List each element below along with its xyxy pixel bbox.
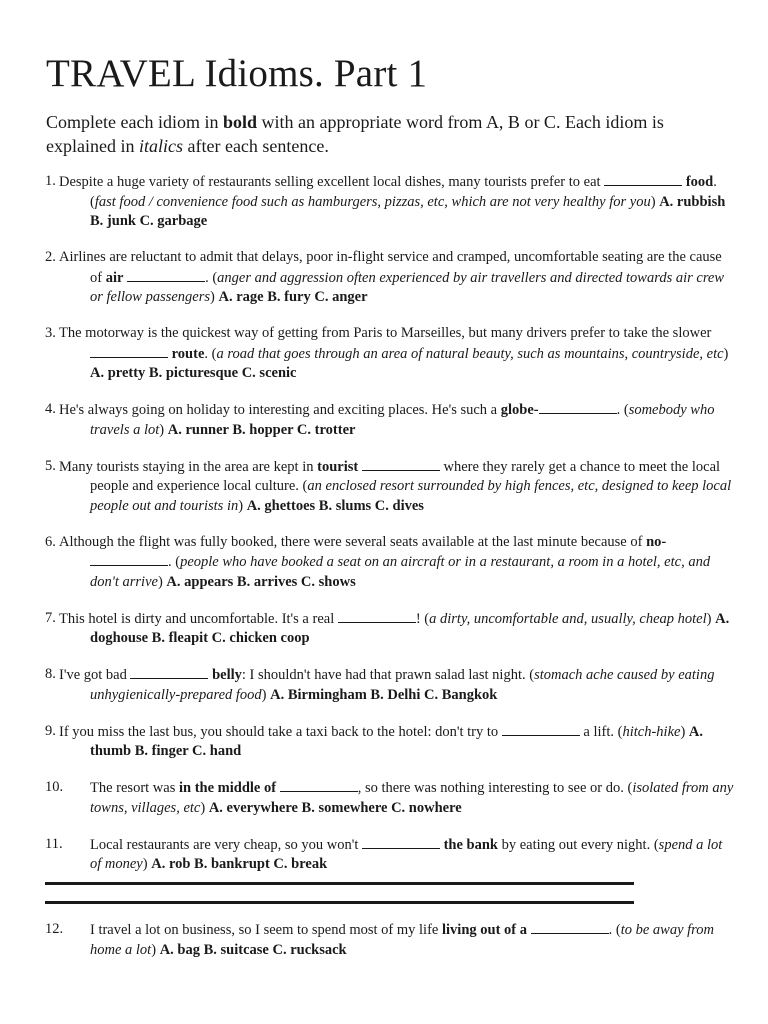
exercise-item-12 xyxy=(45,920,735,960)
item-text: Local restaurants are very cheap, so you won't xyxy=(90,836,362,853)
item-text: The motorway is the quickest way of getting from Paris to Marseilles, but many drivers prefer to take the slower xyxy=(59,325,712,341)
idiom-word: tourist xyxy=(317,458,359,475)
idiom-word: living out of a xyxy=(441,922,527,938)
idiom-explanation: spend a lot of money xyxy=(90,836,723,872)
answer-blank[interactable] xyxy=(127,268,205,282)
item-text: ! ( xyxy=(415,610,430,627)
item-text: ) xyxy=(210,289,219,305)
exercise-item-1 xyxy=(45,172,735,232)
item-number: 10. xyxy=(45,779,64,795)
item-text: where they rarely get a chance to meet the local people and experience local culture. ( xyxy=(90,458,721,494)
exercise-list xyxy=(45,172,735,891)
answer-blank[interactable] xyxy=(338,609,416,623)
exercise-item-7 xyxy=(45,609,735,649)
page-title: TRAVEL Idioms. Part 1 xyxy=(46,52,428,95)
answer-options: A. runner B. hopper C. trotter xyxy=(167,421,356,438)
item-number: 3. xyxy=(45,325,56,341)
answer-options: A. thumb B. finger C. hand xyxy=(90,723,704,759)
exercise-item-11 xyxy=(45,835,735,875)
exercise-item-2 xyxy=(45,248,735,308)
instructions xyxy=(46,110,736,158)
idiom-explanation: hitch-hike xyxy=(622,723,681,740)
instructions-bold-word: bold xyxy=(222,112,257,132)
item-text: ) xyxy=(151,941,160,958)
horizontal-divider xyxy=(45,901,634,904)
instructions-text: Complete each idiom in xyxy=(46,112,223,132)
answer-blank[interactable] xyxy=(362,835,440,849)
answer-blank[interactable] xyxy=(362,457,440,471)
item-text: I travel a lot on business, so I seem to spend most of my life xyxy=(90,922,442,938)
item-text: ) xyxy=(142,856,152,872)
item-text: . ( xyxy=(608,922,621,938)
answer-options: A. bag B. suitcase C. rucksack xyxy=(159,941,347,958)
answer-blank[interactable] xyxy=(604,172,682,186)
item-text: The resort was xyxy=(90,780,179,796)
idiom-explanation: a dirty, uncomfortable and, usually, cheap hotel xyxy=(429,610,707,627)
instructions-text: with an appropriate word from A, B or C. Each idiom is explained in xyxy=(46,112,664,156)
answer-options: A. everywhere B. somewhere C. nowhere xyxy=(208,799,462,816)
item-number: 12. xyxy=(45,921,64,937)
answer-options: A. appears B. arrives C. shows xyxy=(166,573,356,590)
item-text: ) xyxy=(723,345,729,362)
item-text: ) xyxy=(706,610,716,627)
answer-blank[interactable] xyxy=(90,344,168,358)
item-text: ) xyxy=(200,799,209,816)
item-text: ) xyxy=(650,193,660,210)
item-text: Airlines are reluctant to admit that delays, poor in-flight service and cramped, uncomfortable seating are the cause of xyxy=(59,249,722,286)
idiom-explanation: a road that goes through an area of natural beauty, such as mountains, countryside, etc xyxy=(216,345,724,362)
answer-options: A. rob B. bankrupt C. break xyxy=(151,856,328,872)
answer-blank[interactable] xyxy=(539,400,617,414)
answer-options: A. rage B. fury C. anger xyxy=(218,289,368,305)
exercise-item-10 xyxy=(45,778,735,818)
item-text: . ( xyxy=(616,402,629,418)
answer-blank[interactable] xyxy=(280,778,358,792)
idiom-explanation: isolated from any towns, villages, etc xyxy=(90,780,734,816)
answer-blank[interactable] xyxy=(130,665,208,679)
exercise-list-continued xyxy=(45,920,735,977)
idiom-explanation: somebody who travels a lot xyxy=(90,402,715,438)
item-number: 11. xyxy=(45,835,63,852)
item-text: . ( xyxy=(205,269,218,286)
item-text: . ( xyxy=(168,554,181,570)
item-number: 4. xyxy=(45,401,56,417)
item-number: 7. xyxy=(45,609,56,626)
item-text: I've got bad xyxy=(59,667,131,683)
item-text: Many tourists staying in the area are kept in xyxy=(59,458,318,475)
idiom-word: in the middle of xyxy=(178,780,277,796)
exercise-item-9 xyxy=(45,722,735,762)
item-text: ) xyxy=(261,686,271,703)
answer-options: A. Birmingham B. Delhi C. Bangkok xyxy=(270,686,498,703)
item-text: This hotel is dirty and uncomfortable. It's a real xyxy=(59,610,338,627)
item-number: 2. xyxy=(45,249,56,265)
item-text: If you miss the last bus, you should take a taxi back to the hotel: don't try to xyxy=(59,723,502,740)
item-number: 9. xyxy=(45,722,56,739)
item-text: ) xyxy=(680,723,689,740)
idiom-word: air xyxy=(105,269,124,286)
answer-options: A. doghouse B. fleapit C. chicken coop xyxy=(90,610,730,646)
answer-options: A. ghettoes B. slums C. dives xyxy=(246,497,424,514)
item-text: ) xyxy=(157,573,167,590)
idiom-explanation: anger and aggression often experienced by air travellers and directed towards air crew or fellow passengers xyxy=(90,269,725,305)
exercise-item-6 xyxy=(45,533,735,593)
idiom-word: food xyxy=(685,174,714,190)
answer-options: A. pretty B. picturesque C. scenic xyxy=(90,365,297,381)
instructions-text: after each sentence. xyxy=(182,136,329,156)
instructions-italic-word: italics xyxy=(138,136,183,156)
item-text: ) xyxy=(238,497,247,514)
item-text: . ( xyxy=(204,345,217,362)
answer-options: A. rubbish B. junk C. garbage xyxy=(90,193,726,229)
item-number: 6. xyxy=(45,533,56,550)
idiom-word: the bank xyxy=(443,836,498,853)
idiom-explanation: an enclosed resort surrounded by high fences, etc, designed to keep local people out and tourists in xyxy=(90,478,732,514)
item-number: 5. xyxy=(45,457,56,474)
item-number: 8. xyxy=(45,666,56,682)
answer-blank[interactable] xyxy=(502,722,580,736)
item-text: a lift. ( xyxy=(579,723,623,740)
exercise-item-8 xyxy=(45,665,735,705)
idiom-word: no- xyxy=(646,533,667,550)
item-text: . ( xyxy=(90,174,717,210)
item-text: by eating out every night. ( xyxy=(498,836,659,853)
answer-blank[interactable] xyxy=(531,920,609,934)
exercise-item-5 xyxy=(45,457,735,517)
answer-blank[interactable] xyxy=(90,552,168,566)
item-text: ) xyxy=(159,421,168,438)
exercise-item-3 xyxy=(45,324,735,384)
exercise-item-4 xyxy=(45,400,735,440)
idiom-word: globe- xyxy=(500,402,539,418)
item-text: , so there was nothing interesting to see or do. ( xyxy=(357,780,633,796)
item-text: Despite a huge variety of restaurants selling excellent local dishes, many tourists prefer to eat xyxy=(59,174,605,190)
idiom-explanation: stomach ache caused by eating unhygienically-prepared food xyxy=(90,667,715,703)
item-number: 1. xyxy=(45,173,56,189)
idiom-explanation: people who have booked a seat on an aircraft or in a restaurant, a room in a hotel, etc, and don't arrive xyxy=(90,554,711,590)
idiom-word: route xyxy=(171,345,205,362)
idiom-explanation: to be away from home a lot xyxy=(90,922,715,958)
item-text: Although the flight was fully booked, there were several seats available at the last minute because of xyxy=(59,533,647,550)
idiom-explanation: fast food / convenience food such as hamburgers, pizzas, etc, which are not very healthy for you xyxy=(94,193,651,210)
idiom-word: belly xyxy=(212,667,242,683)
item-text: He's always going on holiday to interesting and exciting places. He's such a xyxy=(59,402,501,418)
horizontal-divider xyxy=(45,882,634,885)
item-text: : I shouldn't have had that prawn salad last night. ( xyxy=(241,667,535,683)
